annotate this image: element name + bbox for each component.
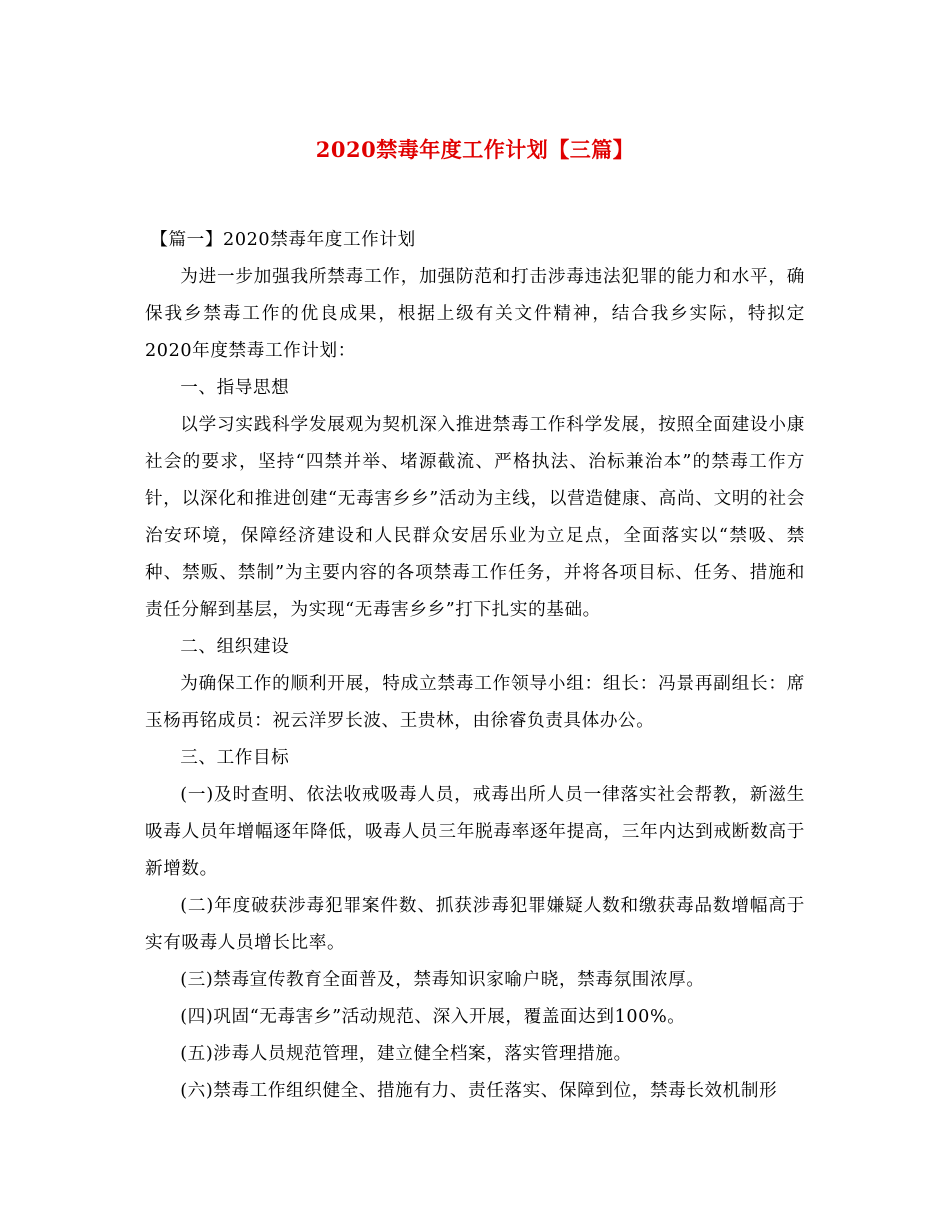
heading-work-goals: 三、工作目标 [180,748,290,768]
guiding-ideology-paragraph: 以学习实践科学发展观为契机深入推进禁毒工作科学发展，按照全面建设小康社会的要求，坚持“四禁并举、堵源截流、严格执法、治标兼治本”的禁毒工作方针，以深化和推进创建“无毒害乡乡”活动为主线，以营造健康、高尚、文明的社会治安环境，保障经济建设和人民群众安居乐业为立足点，全面落实以“禁吸、禁种、禁贩、禁制”为主要内容的各项禁毒工作任务，并将各项目标、任务、措施和责任分解到基层，为实现“无毒害乡乡”打下扎实的基础。 [145,415,805,620]
goal-item-3: (三)禁毒宣传教育全面普及，禁毒知识家喻户晓，禁毒氛围浓厚。 [180,970,705,990]
goal-item-6: (六)禁毒工作组织健全、措施有力、责任落实、保障到位，禁毒长效机制形 [180,1081,778,1101]
document-title: 2020禁毒年度工作计划【三篇】 [315,137,635,162]
document-body [145,222,805,1110]
goal-item-1: (一)及时查明、依法收戒吸毒人员，戒毒出所人员一律落实社会帮教，新滋生吸毒人员年增幅逐年降低，吸毒人员三年脱毒率逐年提高，三年内达到戒断数高于新增数。 [145,785,805,879]
section-heading-part-one: 【篇一】2020禁毒年度工作计划 [150,230,416,250]
organization-paragraph: 为确保工作的顺利开展，特成立禁毒工作领导小组：组长：冯景再副组长：席玉杨再铭成员：祝云洋罗长波、王贵林，由徐睿负责具体办公。 [145,674,805,731]
goal-item-4: (四)巩固“无毒害乡”活动规范、深入开展，覆盖面达到100%。 [180,1007,686,1027]
goal-item-2: (二)年度破获涉毒犯罪案件数、抓获涉毒犯罪嫌疑人数和缴获毒品数增幅高于实有吸毒人员增长比率。 [145,896,805,953]
heading-organization: 二、组织建设 [180,637,290,657]
intro-paragraph: 为进一步加强我所禁毒工作，加强防范和打击涉毒违法犯罪的能力和水平，确保我乡禁毒工作的优良成果，根据上级有关文件精神，结合我乡实际，特拟定2020年度禁毒工作计划： [145,267,805,361]
goal-item-5: (五)涉毒人员规范管理，建立健全档案，落实管理措施。 [180,1044,632,1064]
heading-guiding-ideology: 一、指导思想 [180,378,290,398]
